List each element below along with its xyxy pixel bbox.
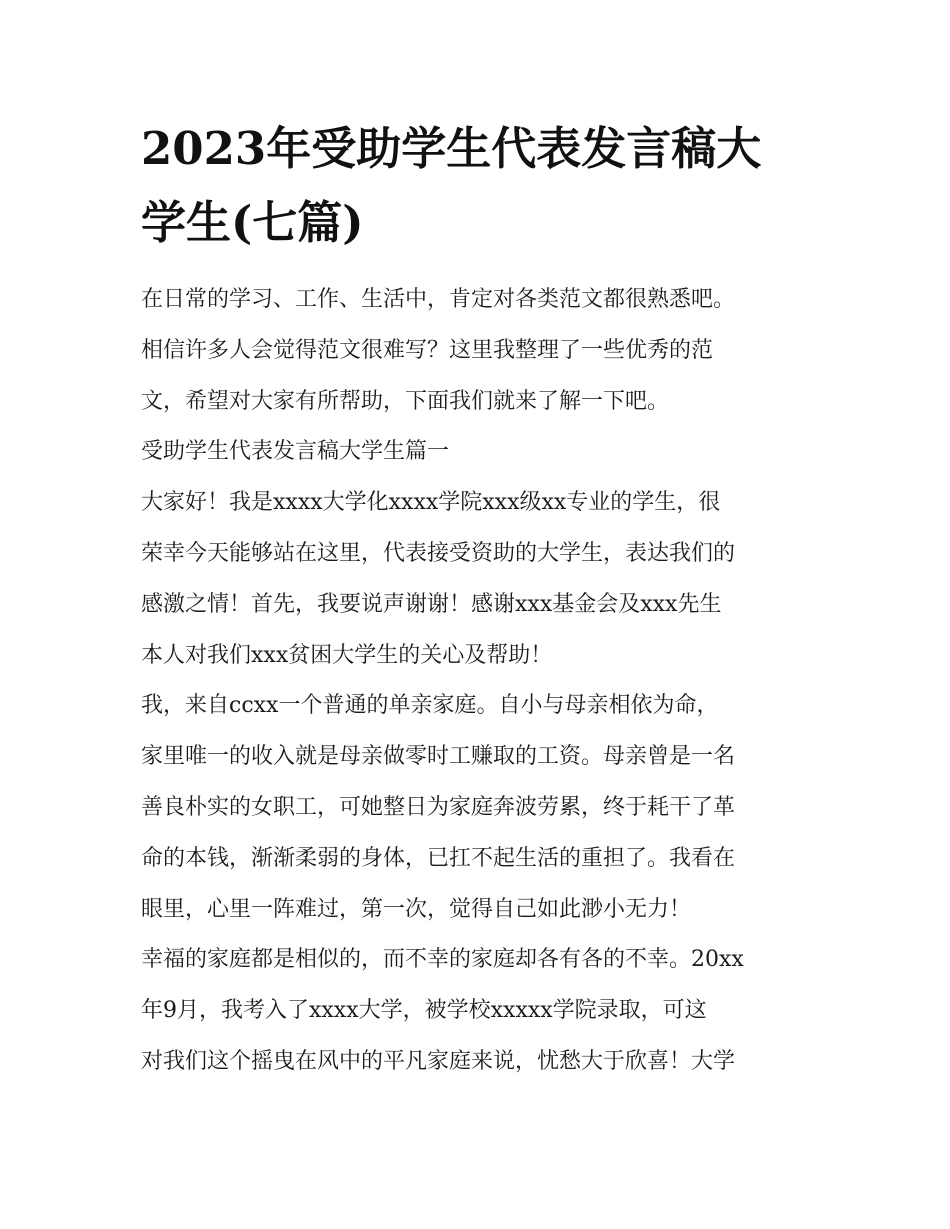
body-line: 荣幸今天能够站在这里，代表接受资助的大学生，表达我们的 [141, 540, 736, 566]
body-line: 命的本钱，渐渐柔弱的身体，已扛不起生活的重担了。我看在 [141, 845, 736, 871]
body-line: 我，来自ccxx一个普通的单亲家庭。自小与母亲相依为命， [141, 693, 719, 719]
body-line: 善良朴实的女职工，可她整日为家庭奔波劳累，终于耗干了革 [141, 794, 736, 820]
body-line: 幸福的家庭都是相似的，而不幸的家庭却各有各的不幸。20xx [141, 947, 744, 973]
body-line: 感激之情！首先，我要说声谢谢！感谢xxx基金会及xxx先生 [141, 591, 722, 617]
document-body [141, 275, 821, 1088]
body-line: 对我们这个摇曳在风中的平凡家庭来说，忧愁大于欣喜！大学 [141, 1048, 736, 1074]
title-line-1: 2023年受助学生代表发言稿大 [141, 122, 762, 175]
body-line: 大家好！我是xxxx大学化xxxx学院xxx级xx专业的学生，很 [141, 490, 721, 516]
title-line-2: 学生(七篇) [141, 196, 364, 249]
body-line: 家里唯一的收入就是母亲做零时工赚取的工资。母亲曾是一名 [141, 744, 736, 770]
body-line: 眼里，心里一阵难过，第一次，觉得自己如此渺小无力！ [141, 896, 692, 922]
body-line: 年9月，我考入了xxxx大学，被学校xxxxx学院录取，可这 [141, 998, 707, 1024]
body-line: 在日常的学习、工作、生活中，肯定对各类范文都很熟悉吧。 [141, 287, 736, 312]
body-line: 文，希望对大家有所帮助，下面我们就来了解一下吧。 [141, 388, 670, 414]
body-line: 相信许多人会觉得范文很难写？这里我整理了一些优秀的范 [141, 337, 714, 363]
section-heading: 受助学生代表发言稿大学生篇一 [141, 439, 450, 465]
document-title [141, 112, 841, 260]
body-line: 本人对我们xxx贫困大学生的关心及帮助！ [141, 642, 553, 668]
